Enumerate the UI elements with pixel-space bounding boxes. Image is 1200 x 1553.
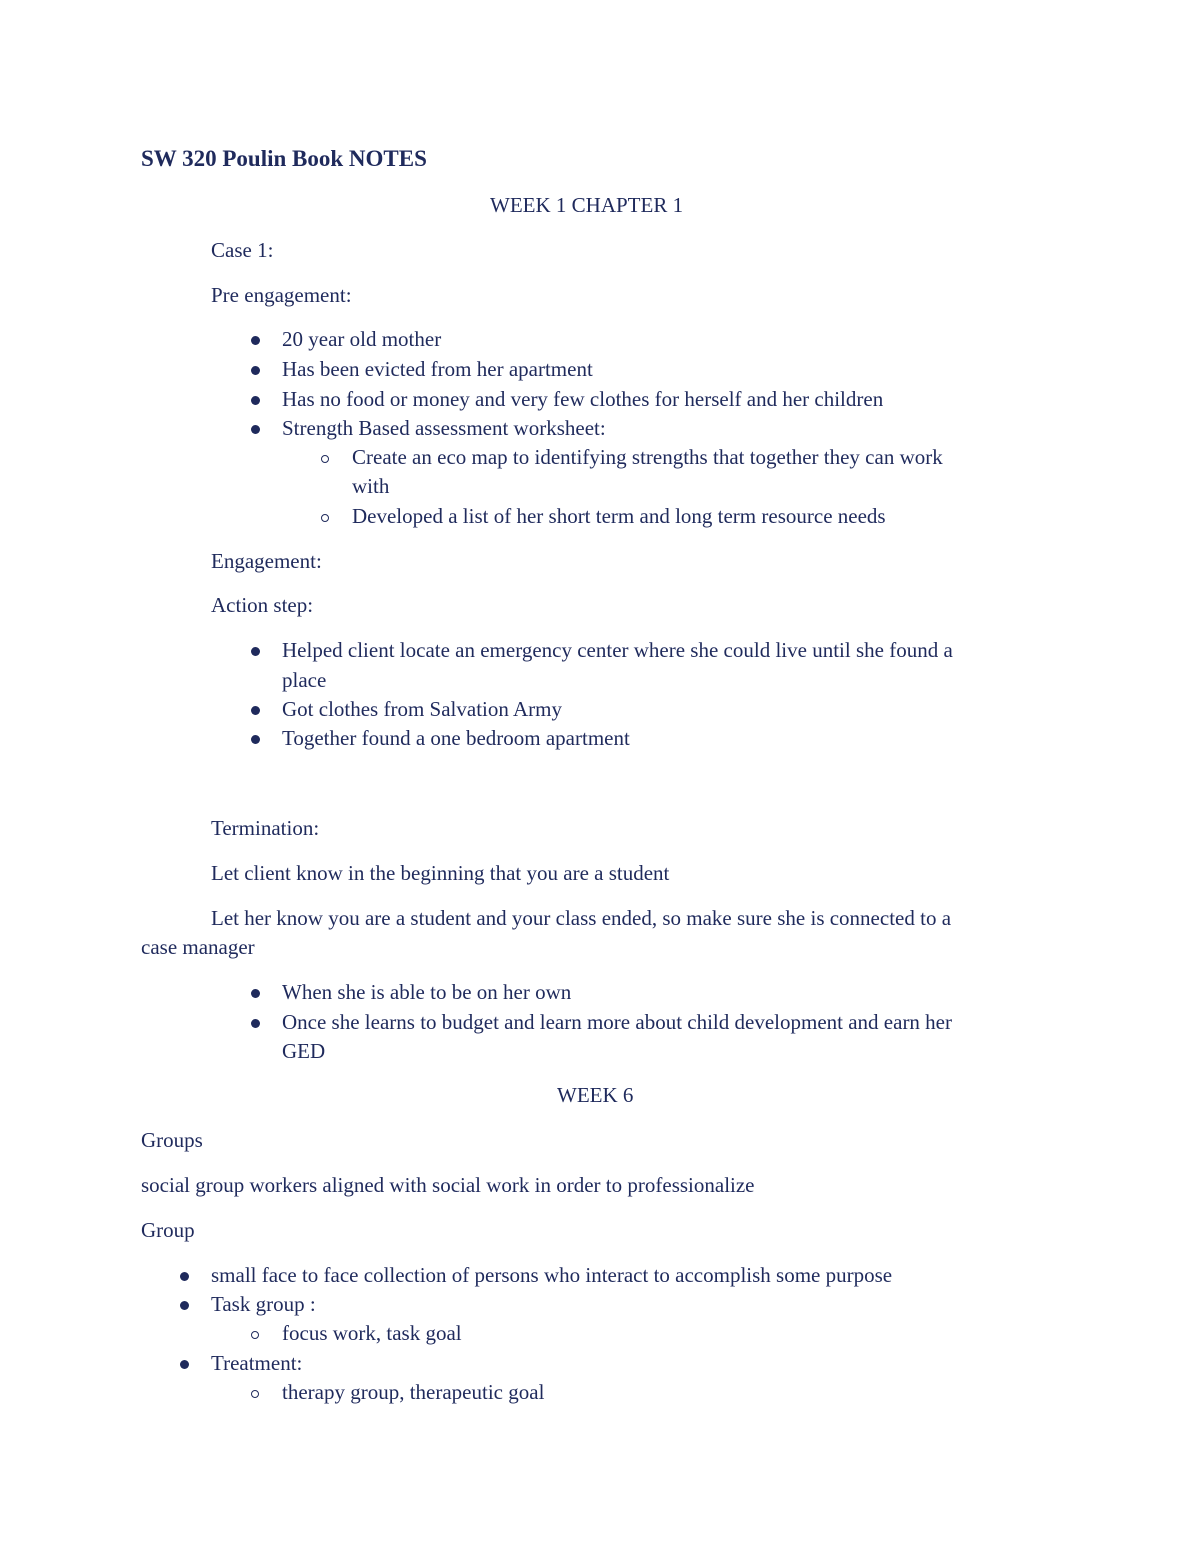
- sub-list-item: therapy group, therapeutic goal: [282, 1380, 545, 1404]
- list-item: Once she learns to budget and learn more about child development and earn her: [282, 1010, 953, 1034]
- bullet-icon: [180, 1301, 189, 1310]
- bullet-icon: [251, 647, 260, 656]
- pre-engagement-label: Pre engagement:: [211, 283, 352, 307]
- hollow-bullet-icon: [321, 514, 329, 522]
- sub-list-item: Create an eco map to identifying strengths that together they can work: [352, 445, 943, 469]
- list-item: Has no food or money and very few clothes for herself and her children: [282, 387, 884, 411]
- sub-list-item: focus work, task goal: [282, 1321, 462, 1345]
- bullet-icon: [251, 425, 260, 434]
- bullet-icon: [251, 366, 260, 375]
- bullet-icon: [180, 1272, 189, 1281]
- bullet-icon: [251, 989, 260, 998]
- bullet-icon: [251, 396, 260, 405]
- groups-paragraph: social group workers aligned with social work in order to professionalize: [141, 1173, 755, 1197]
- list-item: small face to face collection of persons who interact to accomplish some purpose: [211, 1263, 893, 1287]
- bullet-icon: [251, 706, 260, 715]
- bullet-icon: [251, 1019, 260, 1028]
- list-item: Has been evicted from her apartment: [282, 357, 593, 381]
- hollow-bullet-icon: [251, 1390, 259, 1398]
- sub-list-item: Developed a list of her short term and long term resource needs: [352, 504, 886, 528]
- bullet-icon: [251, 336, 260, 345]
- list-item: Together found a one bedroom apartment: [282, 726, 630, 750]
- list-item: Strength Based assessment worksheet:: [282, 416, 606, 440]
- document-title: SW 320 Poulin Book NOTES: [141, 146, 427, 171]
- termination-label: Termination:: [211, 816, 320, 840]
- list-item: Task group :: [211, 1292, 316, 1316]
- hollow-bullet-icon: [321, 455, 329, 463]
- sub-list-item-continuation: with: [352, 474, 390, 498]
- group-label: Group: [141, 1218, 195, 1242]
- bullet-icon: [180, 1360, 189, 1369]
- hollow-bullet-icon: [251, 1331, 259, 1339]
- week1-heading: WEEK 1 CHAPTER 1: [490, 193, 684, 217]
- termination-paragraph: Let client know in the beginning that you are a student: [211, 861, 670, 885]
- action-step-label: Action step:: [211, 593, 314, 617]
- list-item-continuation: GED: [282, 1039, 326, 1063]
- list-item: 20 year old mother: [282, 327, 442, 351]
- list-item-continuation: place: [282, 668, 327, 692]
- termination-paragraph-2-continuation: case manager: [141, 935, 255, 959]
- engagement-label: Engagement:: [211, 549, 322, 573]
- list-item: When she is able to be on her own: [282, 980, 572, 1004]
- week6-heading: WEEK 6: [557, 1083, 634, 1107]
- list-item: Treatment:: [211, 1351, 303, 1375]
- termination-paragraph-2: Let her know you are a student and your class ended, so make sure she is connected to a: [211, 906, 952, 930]
- groups-label: Groups: [141, 1128, 203, 1152]
- list-item: Got clothes from Salvation Army: [282, 697, 562, 721]
- list-item: Helped client locate an emergency center where she could live until she found a: [282, 638, 953, 662]
- case1-label: Case 1:: [211, 238, 274, 262]
- bullet-icon: [251, 735, 260, 744]
